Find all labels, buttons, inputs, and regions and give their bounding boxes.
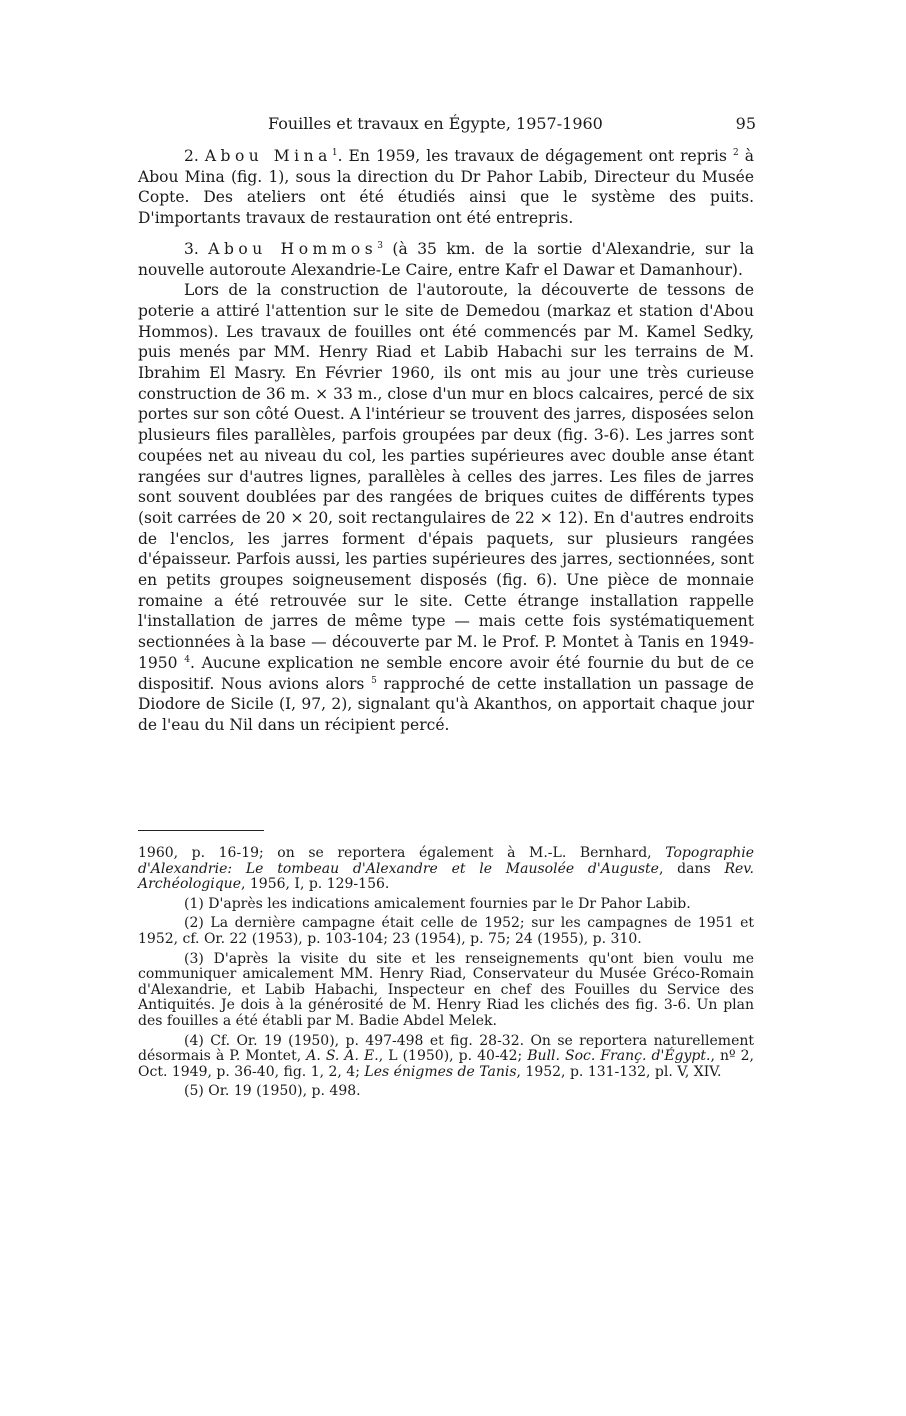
footnote-text: Cf. Or. 19 (1950), p. 497-498 et fig. 28-32. On se reportera naturellement désormais à P. Montet,	[138, 1032, 754, 1065]
footnote-title: Les énigmes de Tanis	[364, 1063, 517, 1080]
site-name: Abou Mina	[204, 147, 332, 165]
footnote-text: , dans	[658, 860, 725, 877]
footnote-title: Bull. Soc. Franç. d'Égypt.	[527, 1048, 711, 1065]
footnote-text: , 1952, p. 131-132, pl. V, XIV.	[516, 1063, 722, 1080]
footnote-continuation	[138, 846, 754, 893]
footnote-text: , L (1950), p. 40-42;	[378, 1048, 528, 1065]
footnote-title: Topographie d'Alexandrie: Le tombeau d'Alexandre et le Mausolée d'Auguste	[138, 845, 754, 877]
footnote-text: D'après la visite du site et les renseignements qu'ont bien voulu me communiquer amicalement MM. Henry Riad, Conservateur du Musée Gréco-Romain d'Alexandrie, et Labib Habachi, Inspecteur en chef des Fouilles du Service des Antiquités. Je dois à la générosité de M. Henry Riad les clichés des fig. 3-6. Un plan des fouilles a été établi par M. Badie Abdel Melek.	[138, 950, 754, 1029]
footnote-mark: (1)	[184, 895, 204, 912]
paragraph-text: (à 35 km. de la sortie d'Alexandrie, sur la nouvelle autoroute Alexandrie-Le Caire, entre Kafr el Dawar et Damanhour).	[138, 239, 754, 279]
footnote-title: A. S. A. E.	[306, 1048, 379, 1065]
footnote-text: , nº 2, Oct. 1949, p. 36-40, fig. 1, 2, 4;	[138, 1048, 754, 1080]
footnote-ref: 3	[377, 240, 383, 251]
footnote-mark: (2)	[184, 915, 204, 932]
footnote-title: Rev. Archéologique	[138, 860, 754, 893]
footnote-text: D'après les indications amicalement fournies par le Dr Pahor Labib.	[203, 895, 691, 912]
footnote-text: Or. 19 (1950), p. 498.	[203, 1083, 361, 1100]
footnote-ref: 1	[331, 147, 338, 158]
footnote-4	[138, 1034, 754, 1081]
body-paragraph	[138, 280, 754, 735]
running-header	[138, 114, 758, 140]
footnote-ref: 4	[184, 654, 190, 665]
footnote-ref: 5	[371, 675, 377, 686]
section-number: 2.	[184, 147, 199, 165]
footnote-mark: (5)	[184, 1083, 204, 1100]
footnote-divider	[138, 830, 264, 831]
paragraph-text: rapproché de cette installation un passage de Diodore de Sicile (I, 97, 2), signalant qu'à Akanthos, on apportait chaque jour de l'eau du Nil dans un récipient percé.	[138, 674, 754, 734]
footnotes	[138, 846, 754, 1104]
section-3-paragraph	[138, 239, 754, 280]
section-number: 3.	[184, 239, 199, 258]
footnote-text: 1960, p. 16-19; on se reportera également à M.-L. Bernhard,	[138, 845, 666, 861]
paragraph-text: . Aucune explication ne semble encore avoir été fournie du but de ce dispositif. Nous avions alors	[138, 653, 754, 693]
paragraph-text: . En 1959, les travaux de dégagement ont repris	[337, 147, 733, 165]
footnote-3	[138, 952, 754, 1030]
running-title: Fouilles et travaux en Égypte, 1957-1960	[268, 114, 603, 133]
paragraph-text: Lors de la construction de l'autoroute, la découverte de tessons de poterie a attiré l'attention sur le site de Demedou (markaz et station d'Abou Hommos). Les travaux de fouilles ont été commencés par M. Kamel Sedky, puis menés par MM. Henry Riad et Labib Habachi sur les terrains de M. Ibrahim El Masry. En Février 1960, ils ont mis au jour une très curieuse construction de 36 m. × 33 m., close d'un mur en blocs calcaires, percé de six portes sur son côté Ouest. A l'intérieur se trouvent des jarres, disposées selon plusieurs files parallèles, parfois groupées par deux (fig. 3-6). Les jarres sont coupées net au niveau du col, les parties supérieures avec double anse étant rangées sur d'autres lignes, parallèles à celles des jarres. Les files de jarres sont souvent doublées par des rangées de briques cuites de différents types (soit carrées de 20 × 20, soit rectangulaires de 22 × 12). En d'autres endroits de l'enclos, les jarres forment d'épais paquets, sur plusieurs rangées d'épaisseur. Parfois aussi, les parties supérieures des jarres, sectionnées, sont en petits groupes soigneusement disposés (fig. 6). Une pièce de monnaie romaine a été retrouvée sur le site. Cette étrange installation rappelle l'installation de jarres de même type — mais cette fois systématiquement sectionnées à la base — découverte par M. le Prof. P. Montet à Tanis en 1949-1950	[138, 281, 754, 672]
footnote-2	[138, 916, 754, 947]
footnote-text: , 1956, I, p. 129-156.	[240, 876, 390, 893]
main-text	[138, 146, 754, 736]
footnote-ref: 2	[732, 147, 739, 158]
section-2-paragraph	[138, 146, 754, 229]
paragraph-text: à Abou Mina (fig. 1), sous la direction du Dr Pahor Labib, Directeur du Musée Copte. Des ateliers ont été étudiés ainsi que le système des puits. D'importants travaux de restauration ont été entrepris.	[138, 147, 754, 228]
footnote-5	[138, 1084, 754, 1100]
footnote-mark: (3)	[184, 950, 204, 967]
site-name: Abou Hommos	[208, 239, 378, 258]
footnote-mark: (4)	[184, 1032, 204, 1049]
page-number: 95	[735, 114, 756, 133]
footnote-text: La dernière campagne était celle de 1952; sur les campagnes de 1951 et 1952, cf. Or. 22 (1953), p. 103-104; 23 (1954), p. 75; 24 (1955), p. 310.	[138, 915, 754, 947]
footnote-1	[138, 897, 754, 913]
